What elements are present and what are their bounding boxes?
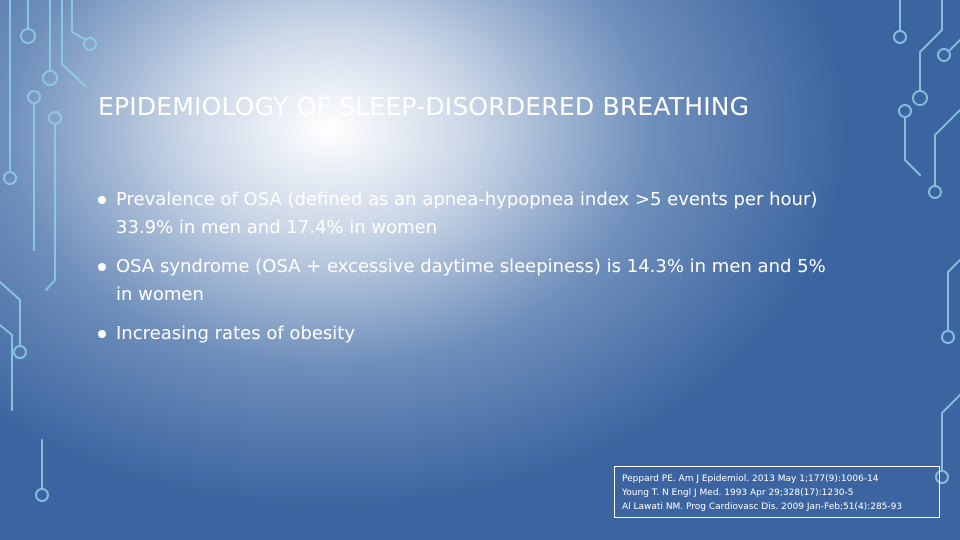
slide-title: EPIDEMIOLOGY OF SLEEP-DISORDERED BREATHING: [98, 92, 750, 121]
bullet-list: [98, 186, 838, 359]
bullet-dot: [98, 263, 106, 271]
bullet-item: [98, 253, 838, 309]
bullet-item: [98, 186, 838, 242]
bullet-dot: [98, 330, 106, 338]
bullet-dot: [98, 196, 106, 204]
bullet-text: OSA syndrome (OSA + excessive daytime sleepiness) is 14.3% in men and 5% in women: [116, 256, 826, 305]
reference-line: Young T. N Engl J Med. 1993 Apr 29;328(17):1230-5: [622, 488, 854, 498]
bullet-text: Increasing rates of obesity: [116, 323, 355, 344]
reference-line: Peppard PE. Am J Epidemiol. 2013 May 1;177(9):1006-14: [622, 474, 879, 484]
references-box: [614, 466, 940, 518]
bullet-text: Prevalence of OSA (defined as an apnea-hypopnea index >5 events per hour) 33.9% in men and 17.4% in women: [116, 189, 818, 238]
bullet-item: [98, 320, 838, 348]
reference-line: Al Lawati NM. Prog Cardiovasc Dis. 2009 Jan-Feb;51(4):285-93: [622, 502, 903, 512]
